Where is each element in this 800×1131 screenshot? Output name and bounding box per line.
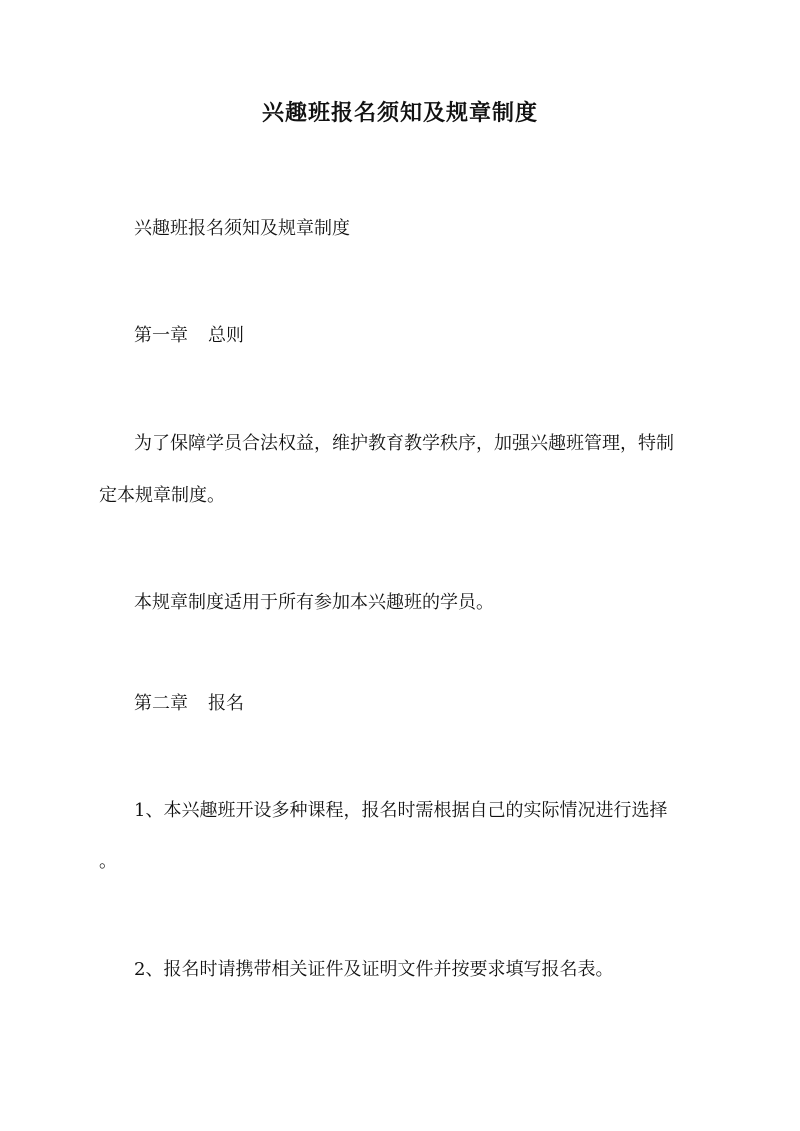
paragraph-1-line-1: 为了保障学员合法权益，维护教育教学秩序，加强兴趣班管理，特制	[134, 433, 674, 454]
paragraph-1-line-2: 定本规章制度。	[99, 485, 225, 506]
chapter-1-name: 总则	[208, 325, 244, 346]
item-2: 2、报名时请携带相关证件及证明文件并按要求填写报名表。	[134, 959, 614, 980]
document-subtitle: 兴趣班报名须知及规章制度	[134, 218, 350, 239]
paragraph-2: 本规章制度适用于所有参加本兴趣班的学员。	[134, 592, 494, 613]
item-1-line-1: 1、本兴趣班开设多种课程，报名时需根据自己的实际情况进行选择	[134, 800, 668, 821]
chapter-1-heading	[134, 323, 244, 349]
chapter-2-number: 第二章	[134, 693, 188, 714]
chapter-1-number: 第一章	[134, 325, 188, 346]
document-title: 兴趣班报名须知及规章制度	[261, 100, 538, 126]
item-1-line-2: 。	[99, 851, 117, 872]
chapter-2-name: 报名	[208, 693, 244, 714]
chapter-2-heading	[134, 691, 244, 717]
